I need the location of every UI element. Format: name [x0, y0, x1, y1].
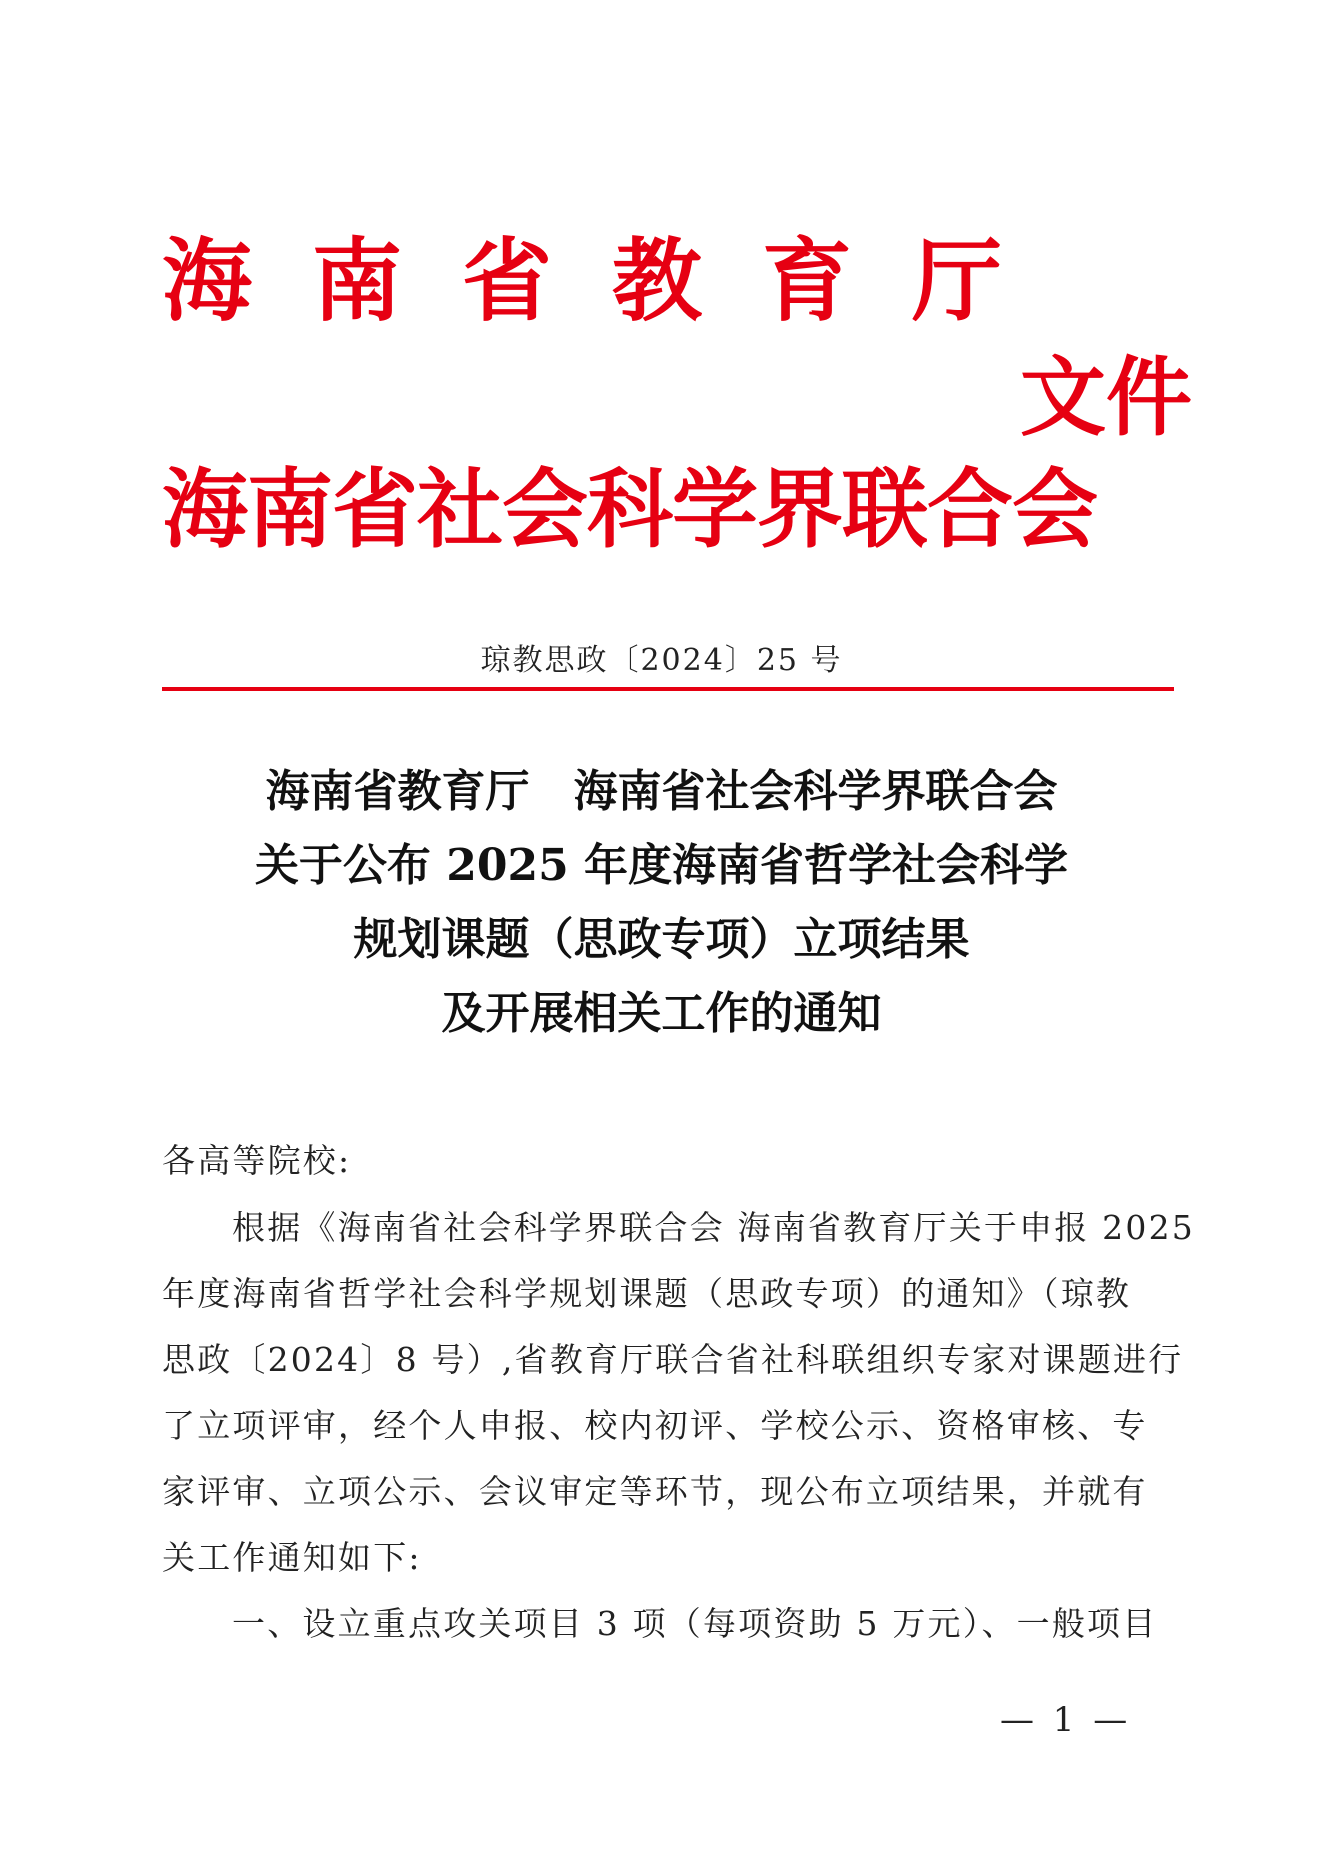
issuer-char: 海 [162, 229, 252, 334]
title-line: 规划课题（思政专项）立项结果 [353, 914, 970, 965]
title-line: 关于公布 2025 年度海南省哲学社会科学 [254, 840, 1069, 891]
paragraph-line: 年度海南省哲学社会科学规划课题（思政专项）的通知》（琼教 [162, 1274, 1132, 1313]
issuer-education-department [162, 229, 1002, 334]
document-type-label: 文件 [1020, 348, 1192, 448]
paragraph-line: 了立项评审，经个人申报、校内初评、学校公示、资格审核、专 [162, 1406, 1148, 1445]
page-number: — 1 — [1000, 1700, 1132, 1740]
title-line: 及开展相关工作的通知 [441, 988, 882, 1039]
document-number: 琼教思政〔2024〕25 号 [480, 643, 843, 678]
issuer-char: 育 [762, 229, 852, 334]
red-separator-rule [162, 687, 1174, 691]
salutation: 各高等院校: [162, 1141, 352, 1180]
issuer-char: 教 [612, 229, 702, 334]
paragraph-line: 家评审、立项公示、会议审定等环节，现公布立项结果，并就有 [162, 1472, 1148, 1511]
paragraph-line: 一、设立重点攻关项目 3 项（每项资助 5 万元）、一般项目 [232, 1604, 1158, 1643]
paragraph-line: 根据《海南省社会科学界联合会 海南省教育厅关于申报 2025 [232, 1208, 1195, 1247]
issuer-char: 省 [462, 229, 552, 334]
document-title [0, 755, 1323, 1051]
paragraph-line: 关工作通知如下: [162, 1538, 422, 1577]
title-line: 海南省教育厅 海南省社会科学界联合会 [265, 766, 1058, 817]
issuer-char: 南 [312, 229, 402, 334]
issuer-social-science-federation: 海南省社会科学界联合会 [162, 460, 1097, 560]
issuer-char: 厅 [912, 229, 1002, 334]
paragraph-line: 思政〔2024〕8 号）,省教育厅联合省社科联组织专家对课题进行 [162, 1340, 1184, 1379]
